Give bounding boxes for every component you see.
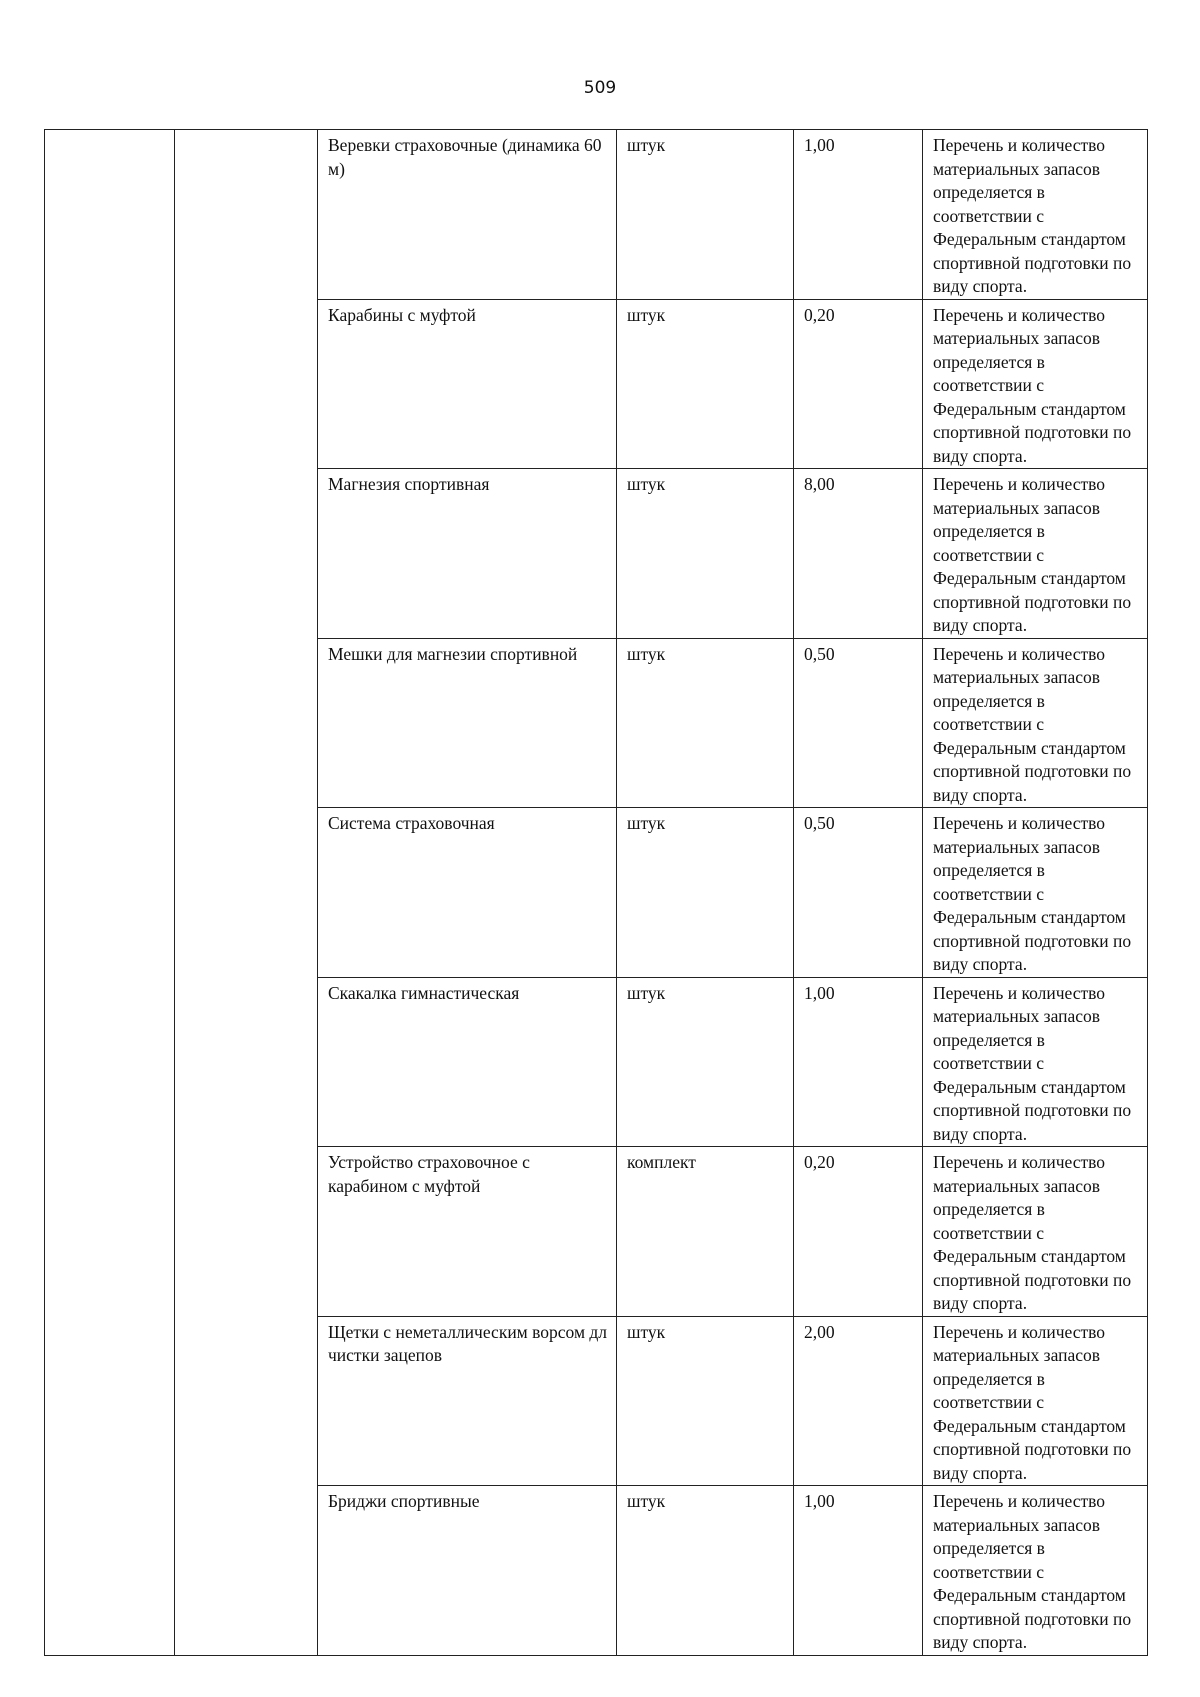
item-name-cell: Система страховочная — [318, 808, 617, 978]
unit-cell: комплект — [617, 1147, 794, 1317]
item-name-cell: Карабины с муфтой — [318, 299, 617, 469]
item-name-cell: Магнезия спортивная — [318, 469, 617, 639]
unit-cell: штук — [617, 1486, 794, 1656]
note-cell: Перечень и количество материальных запасов определяется в соответствии с Федеральным стандартом спортивной подготовки по виду спорта. — [923, 1486, 1148, 1656]
quantity-cell: 0,50 — [794, 638, 923, 808]
quantity-cell: 8,00 — [794, 469, 923, 639]
unit-cell: штук — [617, 977, 794, 1147]
note-cell: Перечень и количество материальных запасов определяется в соответствии с Федеральным стандартом спортивной подготовки по виду спорта. — [923, 130, 1148, 300]
unit-cell: штук — [617, 469, 794, 639]
unit-cell: штук — [617, 808, 794, 978]
item-name-cell: Бриджи спортивные — [318, 1486, 617, 1656]
note-cell: Перечень и количество материальных запасов определяется в соответствии с Федеральным стандартом спортивной подготовки по виду спорта. — [923, 808, 1148, 978]
note-cell: Перечень и количество материальных запасов определяется в соответствии с Федеральным стандартом спортивной подготовки по виду спорта. — [923, 299, 1148, 469]
item-name-cell: Мешки для магнезии спортивной — [318, 638, 617, 808]
item-name-cell: Устройство страховочное с карабином с муфтой — [318, 1147, 617, 1317]
note-cell: Перечень и количество материальных запасов определяется в соответствии с Федеральным стандартом спортивной подготовки по виду спорта. — [923, 977, 1148, 1147]
quantity-cell: 1,00 — [794, 1486, 923, 1656]
empty-cell-col2 — [175, 130, 318, 1656]
empty-cell-col1 — [45, 130, 175, 1656]
quantity-cell: 0,50 — [794, 808, 923, 978]
table-row — [45, 130, 1148, 300]
note-cell: Перечень и количество материальных запасов определяется в соответствии с Федеральным стандартом спортивной подготовки по виду спорта. — [923, 1316, 1148, 1486]
note-cell: Перечень и количество материальных запасов определяется в соответствии с Федеральным стандартом спортивной подготовки по виду спорта. — [923, 638, 1148, 808]
item-name-cell: Веревки страховочные (динамика 60 м) — [318, 130, 617, 300]
quantity-cell: 0,20 — [794, 299, 923, 469]
page-number: 509 — [583, 78, 617, 98]
unit-cell: штук — [617, 299, 794, 469]
quantity-cell: 1,00 — [794, 130, 923, 300]
note-cell: Перечень и количество материальных запасов определяется в соответствии с Федеральным стандартом спортивной подготовки по виду спорта. — [923, 1147, 1148, 1317]
unit-cell: штук — [617, 130, 794, 300]
unit-cell: штук — [617, 1316, 794, 1486]
note-cell: Перечень и количество материальных запасов определяется в соответствии с Федеральным стандартом спортивной подготовки по виду спорта. — [923, 469, 1148, 639]
unit-cell: штук — [617, 638, 794, 808]
quantity-cell: 2,00 — [794, 1316, 923, 1486]
quantity-cell: 1,00 — [794, 977, 923, 1147]
quantity-cell: 0,20 — [794, 1147, 923, 1317]
item-name-cell: Щетки с неметаллическим ворсом дл чистки зацепов — [318, 1316, 617, 1486]
item-name-cell: Скакалка гимнастическая — [318, 977, 617, 1147]
materials-table — [44, 129, 1148, 1656]
